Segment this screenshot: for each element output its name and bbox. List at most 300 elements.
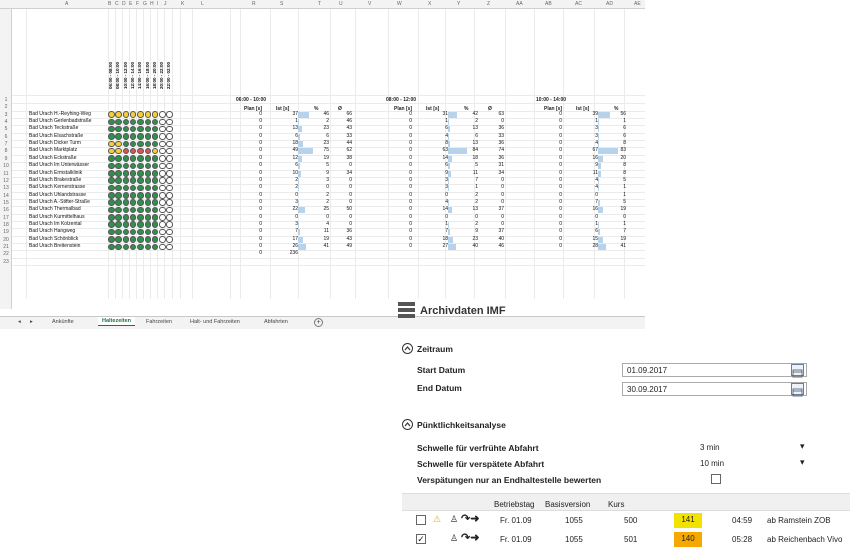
cell-value[interactable]: 0 bbox=[409, 191, 412, 198]
cell-value[interactable]: 10 bbox=[292, 169, 298, 176]
cell-value[interactable]: 7 bbox=[475, 176, 478, 183]
cell-value[interactable]: 11 bbox=[323, 228, 329, 235]
cell-value[interactable]: 0 bbox=[349, 176, 352, 183]
cell-value[interactable]: 4 bbox=[445, 132, 448, 139]
tab-halt-und-fahrzeiten[interactable]: Halt- und Fahrzeiten bbox=[190, 319, 240, 325]
cell-value[interactable]: 46 bbox=[323, 110, 329, 117]
cell-value[interactable]: 0 bbox=[559, 162, 562, 169]
cell-value[interactable]: 0 bbox=[259, 243, 262, 249]
row-number[interactable]: 9 bbox=[4, 155, 8, 162]
stop-name[interactable]: Bad Urach Hangweg bbox=[29, 228, 76, 235]
row-number[interactable]: 18 bbox=[3, 221, 9, 228]
row-checkbox[interactable] bbox=[416, 515, 426, 525]
cell-value[interactable]: 20 bbox=[620, 154, 626, 161]
cell-value[interactable]: 11 bbox=[472, 169, 478, 176]
cell-value[interactable]: 3 bbox=[295, 198, 298, 205]
cell-value[interactable]: 6 bbox=[295, 132, 298, 139]
stop-name[interactable]: Bad Urach Kurmittelhaus bbox=[29, 213, 85, 220]
column-letter[interactable]: E bbox=[129, 1, 133, 7]
column-letter[interactable]: L bbox=[201, 1, 204, 7]
cell-value[interactable]: 1 bbox=[295, 118, 298, 125]
cell-value[interactable]: 0 bbox=[409, 169, 412, 176]
cell-value[interactable]: 5 bbox=[623, 198, 626, 205]
cell-value[interactable]: 18 bbox=[472, 154, 478, 161]
column-letter[interactable]: S bbox=[280, 1, 284, 7]
cell-value[interactable]: 0 bbox=[409, 110, 412, 117]
row-number[interactable]: 15 bbox=[3, 199, 9, 206]
row-number[interactable]: 16 bbox=[3, 207, 9, 214]
cell-value[interactable]: 0 bbox=[259, 132, 262, 139]
total-value[interactable]: 236 bbox=[289, 250, 298, 257]
cell-value[interactable]: 0 bbox=[595, 191, 598, 198]
tab-abfahrten[interactable]: Abfahrten bbox=[264, 319, 288, 325]
cell-value[interactable]: 0 bbox=[559, 125, 562, 132]
row-number[interactable]: 10 bbox=[3, 163, 9, 170]
cell-value[interactable]: 0 bbox=[501, 213, 504, 220]
cell-value[interactable]: 19 bbox=[323, 235, 329, 242]
late-threshold-value[interactable]: 10 min bbox=[700, 459, 725, 468]
row-number[interactable]: 7 bbox=[4, 141, 8, 148]
cell-value[interactable]: 2 bbox=[326, 198, 329, 205]
column-letter[interactable]: T bbox=[318, 1, 322, 7]
cell-value[interactable]: 9 bbox=[326, 169, 329, 176]
cell-value[interactable]: 0 bbox=[409, 132, 412, 139]
cell-value[interactable]: 17 bbox=[292, 235, 298, 242]
cell-value[interactable]: 0 bbox=[349, 162, 352, 169]
row-number[interactable]: 8 bbox=[4, 148, 8, 155]
end-only-checkbox[interactable] bbox=[711, 474, 721, 484]
cell-value[interactable]: 8 bbox=[445, 140, 448, 147]
cell-value[interactable]: 8 bbox=[623, 140, 626, 147]
column-letter[interactable]: B bbox=[108, 1, 112, 7]
cell-value[interactable]: 0 bbox=[259, 154, 262, 161]
cell-value[interactable]: 49 bbox=[292, 147, 298, 154]
stop-name[interactable]: Bad Urach Marktplatz bbox=[29, 147, 78, 154]
cell-value[interactable]: 6 bbox=[475, 132, 478, 139]
end-date-input[interactable] bbox=[622, 382, 807, 396]
cell-value[interactable]: 41 bbox=[620, 243, 626, 249]
cell-value[interactable]: 75 bbox=[323, 147, 329, 154]
cell-value[interactable]: 6 bbox=[595, 228, 598, 235]
cell-value[interactable]: 0 bbox=[349, 191, 352, 198]
cell-value[interactable]: 1 bbox=[623, 118, 626, 125]
cell-value[interactable]: 4 bbox=[595, 140, 598, 147]
row-number[interactable]: 11 bbox=[3, 170, 9, 177]
cell-value[interactable]: 36 bbox=[346, 228, 352, 235]
cell-value[interactable]: 0 bbox=[559, 140, 562, 147]
cell-value[interactable]: 2 bbox=[326, 118, 329, 125]
cell-value[interactable]: 15 bbox=[592, 235, 598, 242]
cell-value[interactable]: 2 bbox=[326, 191, 329, 198]
cell-value[interactable]: 0 bbox=[409, 140, 412, 147]
row-number[interactable]: 20 bbox=[3, 236, 9, 243]
stop-name[interactable]: Bad Urach Elsachstraße bbox=[29, 132, 84, 139]
cell-value[interactable]: 6 bbox=[326, 132, 329, 139]
cell-value[interactable]: 1 bbox=[595, 118, 598, 125]
cell-value[interactable]: 13 bbox=[292, 125, 298, 132]
cell-value[interactable]: 0 bbox=[445, 213, 448, 220]
cell-value[interactable]: 3 bbox=[595, 125, 598, 132]
cell-value[interactable]: 26 bbox=[292, 243, 298, 249]
cell-value[interactable]: 3 bbox=[295, 220, 298, 227]
cell-value[interactable]: 25 bbox=[323, 206, 329, 213]
collapse-zeitraum-icon[interactable] bbox=[402, 343, 413, 354]
cell-value[interactable]: 9 bbox=[475, 228, 478, 235]
cell-value[interactable]: 0 bbox=[559, 118, 562, 125]
cell-value[interactable]: 0 bbox=[349, 220, 352, 227]
cell-value[interactable]: 7 bbox=[623, 228, 626, 235]
tab-fahrzeiten[interactable]: Fahrzeiten bbox=[146, 319, 172, 325]
tab-ankuenfte[interactable]: Ankünfte bbox=[52, 319, 74, 325]
cell-value[interactable]: 0 bbox=[475, 213, 478, 220]
cell-value[interactable]: 6 bbox=[623, 125, 626, 132]
column-letter[interactable]: AC bbox=[575, 1, 582, 7]
row-number[interactable]: 6 bbox=[4, 133, 8, 140]
cell-value[interactable]: 22 bbox=[292, 206, 298, 213]
cell-value[interactable]: 31 bbox=[442, 110, 448, 117]
cell-value[interactable]: 0 bbox=[409, 125, 412, 132]
add-sheet-icon[interactable]: + bbox=[314, 318, 323, 327]
tab-scroll-right-icon[interactable]: ▸ bbox=[30, 319, 33, 325]
cell-value[interactable]: 0 bbox=[295, 191, 298, 198]
cell-value[interactable]: 0 bbox=[259, 118, 262, 125]
column-letter[interactable]: AD bbox=[606, 1, 613, 7]
cell-value[interactable]: 4 bbox=[595, 176, 598, 183]
column-letter[interactable]: V bbox=[368, 1, 372, 7]
row-number[interactable]: 14 bbox=[3, 192, 9, 199]
cell-value[interactable]: 0 bbox=[326, 213, 329, 220]
cell-value[interactable]: 63 bbox=[442, 147, 448, 154]
early-dropdown-icon[interactable]: ▾ bbox=[800, 441, 805, 451]
column-letter[interactable]: Y bbox=[457, 1, 461, 7]
cell-value[interactable]: 0 bbox=[409, 147, 412, 154]
cell-value[interactable]: 2 bbox=[475, 191, 478, 198]
cell-value[interactable]: 50 bbox=[346, 206, 352, 213]
cell-value[interactable]: 0 bbox=[259, 110, 262, 117]
cell-value[interactable]: 38 bbox=[346, 154, 352, 161]
column-letter[interactable]: F bbox=[136, 1, 140, 7]
cell-value[interactable]: 1 bbox=[475, 184, 478, 191]
row-number[interactable]: 19 bbox=[3, 229, 9, 236]
col-betriebstag[interactable]: Betriebstag bbox=[494, 500, 535, 509]
cell-value[interactable]: 34 bbox=[498, 169, 504, 176]
cell-value[interactable]: 0 bbox=[259, 125, 262, 132]
cell-value[interactable]: 16 bbox=[592, 206, 598, 213]
cell-value[interactable]: 6 bbox=[445, 162, 448, 169]
cell-value[interactable]: 5 bbox=[623, 176, 626, 183]
cell-value[interactable]: 3 bbox=[326, 176, 329, 183]
cell-value[interactable]: 19 bbox=[323, 154, 329, 161]
cell-value[interactable]: 11 bbox=[592, 169, 598, 176]
start-calendar-icon[interactable] bbox=[791, 364, 804, 376]
cell-value[interactable]: 18 bbox=[442, 235, 448, 242]
column-letter[interactable]: I bbox=[157, 1, 159, 7]
cell-value[interactable]: 0 bbox=[259, 191, 262, 198]
cell-value[interactable]: 0 bbox=[559, 198, 562, 205]
cell-value[interactable]: 2 bbox=[295, 184, 298, 191]
cell-value[interactable]: 23 bbox=[323, 125, 329, 132]
cell-value[interactable]: 3 bbox=[595, 132, 598, 139]
cell-value[interactable]: 27 bbox=[442, 243, 448, 249]
cell-value[interactable]: 0 bbox=[409, 198, 412, 205]
cell-value[interactable]: 5 bbox=[326, 162, 329, 169]
cell-value[interactable]: 8 bbox=[623, 169, 626, 176]
row-number[interactable]: 4 bbox=[4, 119, 8, 126]
cell-value[interactable]: 0 bbox=[559, 235, 562, 242]
cell-value[interactable]: 5 bbox=[475, 162, 478, 169]
cell-value[interactable]: 67 bbox=[592, 147, 598, 154]
column-letter[interactable]: K bbox=[181, 1, 185, 7]
cell-value[interactable]: 8 bbox=[623, 162, 626, 169]
column-letter[interactable]: U bbox=[339, 1, 343, 7]
stop-name[interactable]: Bad Urach Dicker Turm bbox=[29, 140, 81, 147]
column-letter[interactable]: AB bbox=[545, 1, 552, 7]
cell-value[interactable]: 62 bbox=[346, 147, 352, 154]
column-letter[interactable]: H bbox=[150, 1, 154, 7]
column-letter[interactable]: AA bbox=[516, 1, 523, 7]
stop-name[interactable]: Bad Urach Breitenstein bbox=[29, 243, 81, 249]
cell-value[interactable]: 0 bbox=[559, 243, 562, 249]
cell-value[interactable]: 37 bbox=[292, 110, 298, 117]
cell-value[interactable]: 0 bbox=[559, 132, 562, 139]
cell-value[interactable]: 41 bbox=[323, 243, 329, 249]
cell-value[interactable]: 2 bbox=[475, 220, 478, 227]
cell-value[interactable]: 0 bbox=[409, 228, 412, 235]
cell-value[interactable]: 0 bbox=[259, 176, 262, 183]
row-number[interactable]: 2 bbox=[4, 104, 8, 111]
stop-name[interactable]: Bad Urach H.-Reyhing-Weg bbox=[29, 110, 91, 117]
cell-value[interactable]: 0 bbox=[409, 154, 412, 161]
cell-value[interactable]: 0 bbox=[559, 228, 562, 235]
cell-value[interactable]: 1 bbox=[445, 118, 448, 125]
cell-value[interactable]: 0 bbox=[501, 176, 504, 183]
cell-value[interactable]: 0 bbox=[409, 176, 412, 183]
cell-value[interactable]: 14 bbox=[442, 206, 448, 213]
cell-value[interactable]: 84 bbox=[472, 147, 478, 154]
cell-value[interactable]: 63 bbox=[498, 110, 504, 117]
cell-value[interactable]: 33 bbox=[346, 132, 352, 139]
cell-value[interactable]: 0 bbox=[501, 191, 504, 198]
row-number[interactable]: 13 bbox=[3, 185, 9, 192]
cell-value[interactable]: 44 bbox=[346, 140, 352, 147]
cell-value[interactable]: 13 bbox=[472, 140, 478, 147]
cell-value[interactable]: 0 bbox=[259, 169, 262, 176]
cell-value[interactable]: 0 bbox=[559, 176, 562, 183]
stop-name[interactable]: Bad Urach A.-Stifter-Straße bbox=[29, 198, 90, 205]
early-threshold-value[interactable]: 3 min bbox=[700, 443, 720, 452]
cell-value[interactable]: 0 bbox=[259, 184, 262, 191]
cell-value[interactable]: 1 bbox=[623, 191, 626, 198]
cell-value[interactable]: 66 bbox=[346, 110, 352, 117]
cell-value[interactable]: 16 bbox=[592, 154, 598, 161]
cell-value[interactable]: 0 bbox=[259, 228, 262, 235]
cell-value[interactable]: 3 bbox=[445, 184, 448, 191]
cell-value[interactable]: 7 bbox=[595, 198, 598, 205]
cell-value[interactable]: 0 bbox=[259, 162, 262, 169]
column-letter[interactable]: A bbox=[65, 1, 69, 7]
late-dropdown-icon[interactable]: ▾ bbox=[800, 457, 805, 467]
cell-value[interactable]: 0 bbox=[559, 220, 562, 227]
cell-value[interactable]: 0 bbox=[259, 206, 262, 213]
cell-value[interactable]: 13 bbox=[472, 125, 478, 132]
cell-value[interactable]: 0 bbox=[595, 213, 598, 220]
cell-value[interactable]: 12 bbox=[292, 154, 298, 161]
cell-value[interactable]: 0 bbox=[259, 147, 262, 154]
cell-value[interactable]: 42 bbox=[472, 110, 478, 117]
cell-value[interactable]: 0 bbox=[559, 154, 562, 161]
cell-value[interactable]: 56 bbox=[620, 110, 626, 117]
row-number[interactable]: 1 bbox=[4, 97, 8, 103]
cell-value[interactable]: 0 bbox=[259, 140, 262, 147]
tab-scroll-left-icon[interactable]: ◂ bbox=[18, 319, 21, 325]
row-number[interactable]: 22 bbox=[3, 251, 9, 258]
cell-value[interactable]: 0 bbox=[559, 206, 562, 213]
cell-value[interactable]: 4 bbox=[445, 198, 448, 205]
cell-value[interactable]: 0 bbox=[259, 198, 262, 205]
cell-value[interactable]: 23 bbox=[472, 235, 478, 242]
cell-value[interactable]: 0 bbox=[409, 220, 412, 227]
end-calendar-icon[interactable] bbox=[791, 383, 804, 395]
row-number[interactable]: 21 bbox=[3, 244, 9, 250]
stop-name[interactable]: Bad Urach Brakestraße bbox=[29, 176, 82, 183]
cell-value[interactable]: 2 bbox=[475, 198, 478, 205]
cell-value[interactable]: 6 bbox=[623, 132, 626, 139]
cell-value[interactable]: 0 bbox=[559, 213, 562, 220]
cell-value[interactable]: 19 bbox=[620, 206, 626, 213]
cell-value[interactable]: 46 bbox=[346, 118, 352, 125]
cell-value[interactable]: 39 bbox=[592, 110, 598, 117]
row-number[interactable]: 12 bbox=[3, 177, 9, 184]
cell-value[interactable]: 0 bbox=[409, 118, 412, 125]
column-letter[interactable]: J bbox=[164, 1, 167, 7]
cell-value[interactable]: 0 bbox=[259, 213, 262, 220]
cell-value[interactable]: 40 bbox=[472, 243, 478, 249]
cell-value[interactable]: 0 bbox=[559, 184, 562, 191]
cell-value[interactable]: 0 bbox=[409, 206, 412, 213]
cell-value[interactable]: 0 bbox=[349, 184, 352, 191]
cell-value[interactable]: 28 bbox=[592, 243, 598, 249]
column-letter[interactable]: D bbox=[122, 1, 126, 7]
cell-value[interactable]: 0 bbox=[409, 184, 412, 191]
cell-value[interactable]: 13 bbox=[472, 206, 478, 213]
cell-value[interactable]: 4 bbox=[326, 220, 329, 227]
cell-value[interactable]: 0 bbox=[559, 169, 562, 176]
cell-value[interactable]: 43 bbox=[346, 125, 352, 132]
cell-value[interactable]: 2 bbox=[295, 176, 298, 183]
stop-name[interactable]: Bad Urach Ermstalklinik bbox=[29, 169, 83, 176]
cell-value[interactable]: 0 bbox=[501, 118, 504, 125]
row-number[interactable]: 5 bbox=[4, 126, 8, 133]
cell-value[interactable]: 37 bbox=[498, 228, 504, 235]
col-kurs[interactable]: Kurs bbox=[608, 500, 625, 509]
cell-value[interactable]: 3 bbox=[445, 176, 448, 183]
collapse-punktlichkeit-icon[interactable] bbox=[402, 419, 413, 430]
cell-value[interactable]: 0 bbox=[349, 213, 352, 220]
cell-value[interactable]: 43 bbox=[346, 235, 352, 242]
column-letter[interactable]: G bbox=[143, 1, 147, 7]
cell-value[interactable]: 0 bbox=[501, 198, 504, 205]
cell-value[interactable]: 1 bbox=[623, 220, 626, 227]
total-value[interactable]: 0 bbox=[259, 250, 262, 257]
cell-value[interactable]: 0 bbox=[295, 213, 298, 220]
cell-value[interactable]: 0 bbox=[559, 147, 562, 154]
cell-value[interactable]: 33 bbox=[498, 132, 504, 139]
cell-value[interactable]: 0 bbox=[409, 235, 412, 242]
stop-name[interactable]: Bad Urach Schönblick bbox=[29, 235, 79, 242]
stop-name[interactable]: Bad Urach Eckstraße bbox=[29, 154, 77, 161]
cell-value[interactable]: 1 bbox=[623, 184, 626, 191]
cell-value[interactable]: 0 bbox=[501, 220, 504, 227]
stop-name[interactable]: Bad Urach Uhlandstrasse bbox=[29, 191, 86, 198]
cell-value[interactable]: 0 bbox=[445, 191, 448, 198]
cell-value[interactable]: 0 bbox=[559, 191, 562, 198]
cell-value[interactable]: 0 bbox=[326, 184, 329, 191]
stop-name[interactable]: Bad Urach Im Kolzental bbox=[29, 220, 82, 227]
cell-value[interactable]: 23 bbox=[323, 140, 329, 147]
cell-value[interactable]: 14 bbox=[442, 154, 448, 161]
tab-haltezeiten[interactable]: Haltezeiten bbox=[98, 317, 135, 326]
cell-value[interactable]: 31 bbox=[498, 162, 504, 169]
cell-value[interactable]: 83 bbox=[620, 147, 626, 154]
cell-value[interactable]: 36 bbox=[498, 125, 504, 132]
cell-value[interactable]: 36 bbox=[498, 154, 504, 161]
cell-value[interactable]: 0 bbox=[409, 213, 412, 220]
cell-value[interactable]: 0 bbox=[259, 235, 262, 242]
cell-value[interactable]: 2 bbox=[475, 118, 478, 125]
cell-value[interactable]: 0 bbox=[623, 213, 626, 220]
cell-value[interactable]: 74 bbox=[498, 147, 504, 154]
column-letter[interactable]: Z bbox=[487, 1, 491, 7]
stop-name[interactable]: Bad Urach Kernerstrasse bbox=[29, 184, 86, 191]
row-number[interactable]: 3 bbox=[4, 111, 8, 118]
cell-value[interactable]: 34 bbox=[346, 169, 352, 176]
cell-value[interactable]: 0 bbox=[409, 243, 412, 249]
column-letter[interactable]: R bbox=[252, 1, 256, 7]
cell-value[interactable]: 1 bbox=[595, 220, 598, 227]
cell-value[interactable]: 6 bbox=[295, 162, 298, 169]
cell-value[interactable]: 4 bbox=[595, 184, 598, 191]
row-checkbox[interactable]: ✓ bbox=[417, 534, 425, 544]
cell-value[interactable]: 37 bbox=[498, 206, 504, 213]
cell-value[interactable]: 49 bbox=[346, 243, 352, 249]
column-letter[interactable]: AE bbox=[634, 1, 641, 7]
cell-value[interactable]: 0 bbox=[259, 220, 262, 227]
cell-value[interactable]: 7 bbox=[295, 228, 298, 235]
row-number[interactable]: 23 bbox=[3, 258, 9, 265]
cell-value[interactable]: 9 bbox=[595, 162, 598, 169]
cell-value[interactable]: 1 bbox=[445, 220, 448, 227]
stop-name[interactable]: Bad Urach Teckstraße bbox=[29, 125, 79, 132]
cell-value[interactable]: 46 bbox=[498, 243, 504, 249]
cell-value[interactable]: 0 bbox=[409, 162, 412, 169]
cell-value[interactable]: 6 bbox=[445, 125, 448, 132]
column-letter[interactable]: X bbox=[428, 1, 432, 7]
col-basisversion[interactable]: Basisversion bbox=[545, 500, 591, 509]
cell-value[interactable]: 40 bbox=[498, 235, 504, 242]
column-letter[interactable]: W bbox=[397, 1, 402, 7]
cell-value[interactable]: 0 bbox=[501, 184, 504, 191]
cell-value[interactable]: 36 bbox=[498, 140, 504, 147]
stop-name[interactable]: Bad Urach Thermalbad bbox=[29, 206, 81, 213]
cell-value[interactable]: 19 bbox=[620, 235, 626, 242]
cell-value[interactable]: 0 bbox=[349, 198, 352, 205]
cell-value[interactable]: 0 bbox=[559, 110, 562, 117]
stop-name[interactable]: Bad Urach Im Unterwässer bbox=[29, 162, 90, 169]
row-number[interactable]: 17 bbox=[3, 214, 9, 221]
cell-value[interactable]: 9 bbox=[445, 169, 448, 176]
start-date-input[interactable] bbox=[622, 363, 807, 377]
stop-name[interactable]: Bad Urach Gerlenbadstraße bbox=[29, 118, 92, 125]
